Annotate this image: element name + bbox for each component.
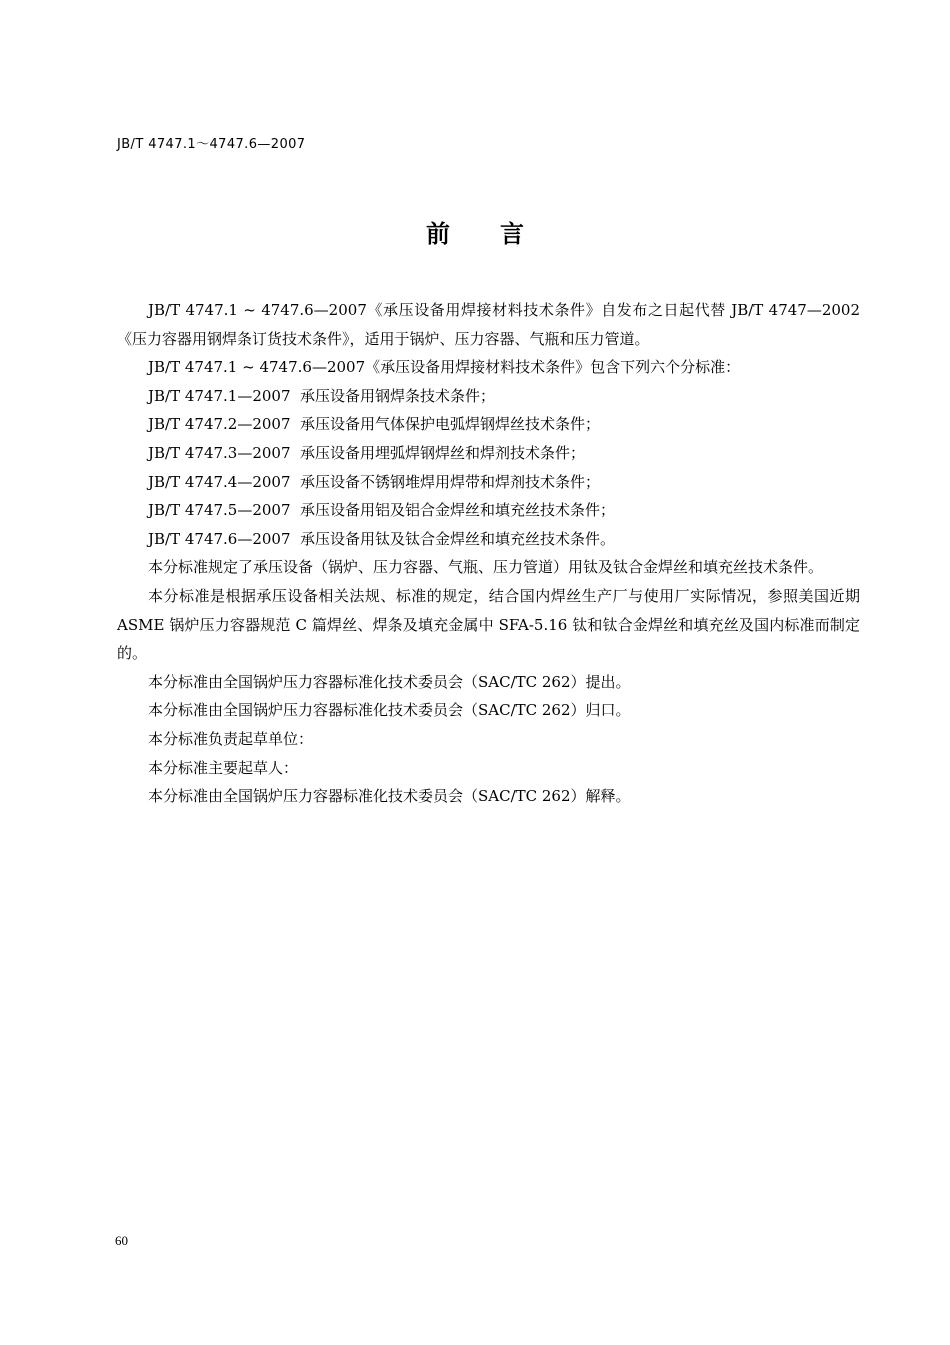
title-char-1: 前 [426,220,450,248]
paragraph-proposed-by: 本分标准由全国锅炉压力容器标准化技术委员会（SAC/TC 262）提出。 [148,672,631,691]
paragraph-sub-standards-intro: JB/T 4747.1 ~ 4747.6—2007《承压设备用焊接材料技术条件》包含下列六个分标准： [148,358,741,377]
paragraph-under-jurisdiction: 本分标准由全国锅炉压力容器标准化技术委员会（SAC/TC 262）归口。 [148,701,631,720]
sub-standard-item: JB/T 4747.2—2007 承压设备用气体保护电弧焊钢焊丝技术条件； [148,415,601,434]
paragraph-scope: 本分标准规定了承压设备（锅炉、压力容器、气瓶、压力管道）用钛及钛合金焊丝和填充丝技术条件。 [148,558,824,577]
page-number: 60 [115,1233,128,1248]
paragraph-basis: 本分标准是根据承压设备相关法规、标准的规定，结合国内焊丝生产厂与使用厂实际情况，参照美国近期 ASME 锅炉压力容器规范 C 篇焊丝、焊条及填充金属中 SFA-5.16 钛和钛合金焊丝和填充丝及国内标准而制定的。 [117,586,865,663]
sub-standard-item: JB/T 4747.6—2007 承压设备用钛及钛合金焊丝和填充丝技术条件。 [148,529,616,548]
foreword-body [117,296,865,811]
paragraph-drafting-unit: 本分标准负责起草单位： [148,729,314,748]
title-char-2: 言 [500,220,524,248]
page-title [0,214,950,249]
sub-standard-item: JB/T 4747.5—2007 承压设备用铝及铝合金焊丝和填充丝技术条件； [148,501,616,520]
paragraph-drafters: 本分标准主要起草人： [148,758,299,777]
sub-standard-item: JB/T 4747.4—2007 承压设备不锈钢堆焊用焊带和焊剂技术条件； [148,472,601,491]
document-code-header: JB/T 4747.1～4747.6—2007 [117,137,306,152]
paragraph-interpretation: 本分标准由全国锅炉压力容器标准化技术委员会（SAC/TC 262）解释。 [148,787,631,806]
paragraph-supersedes: JB/T 4747.1 ~ 4747.6—2007《承压设备用焊接材料技术条件》自发布之日起代替 JB/T 4747—2002《压力容器用钢焊条订货技术条件》，适用于锅炉、压力容器、气瓶和压力管道。 [117,301,860,348]
sub-standard-item: JB/T 4747.1—2007 承压设备用钢焊条技术条件； [148,386,496,405]
sub-standard-item: JB/T 4747.3—2007 承压设备用埋弧焊钢焊丝和焊剂技术条件； [148,443,586,462]
